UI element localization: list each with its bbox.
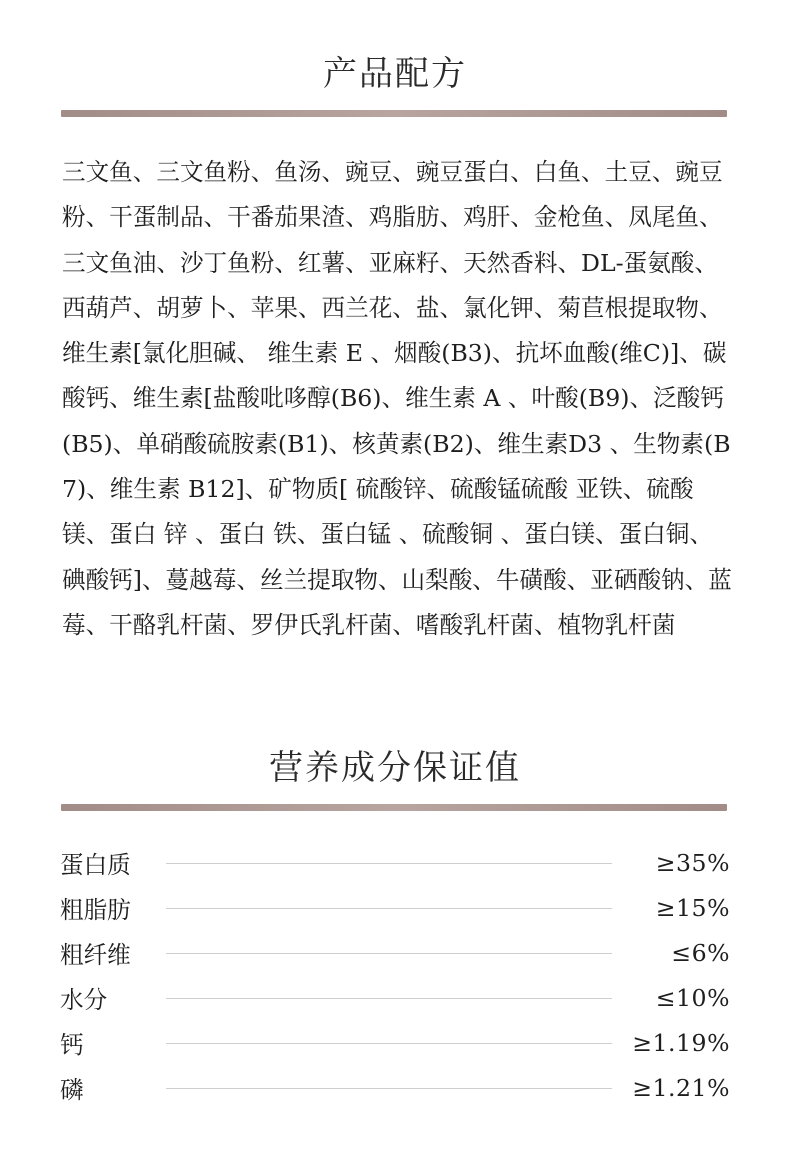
nutrition-row-calcium (60, 1020, 730, 1065)
nutrient-name: 粗纤维 (60, 940, 131, 969)
nutrition-table (60, 840, 730, 1110)
nutrient-value: ≤6% (671, 938, 730, 967)
nutrient-value: ≥15% (655, 893, 730, 922)
nutrient-name: 粗脂肪 (60, 895, 131, 924)
nutrition-row-moisture (60, 975, 730, 1020)
nutrition-title: 营养成分保证值 (269, 748, 521, 788)
nutrition-row-protein (60, 840, 730, 885)
leader-line (166, 908, 612, 909)
nutrient-value: ≥35% (655, 848, 730, 877)
leader-line (166, 1043, 612, 1044)
nutrient-name: 钙 (60, 1030, 84, 1059)
nutrition-row-fat (60, 885, 730, 930)
ingredients-text: 三文鱼、三文鱼粉、鱼汤、豌豆、豌豆蛋白、白鱼、土豆、豌豆粉、干蛋制品、干番茄果渣、鸡脂肪、鸡肝、金枪鱼、凤尾鱼、三文鱼油、沙丁鱼粉、红薯、亚麻籽、天然香料、DL-蛋氨酸、西葫芦、胡萝卜、苹果、西兰花、盐、氯化钾、菊苣根提取物、维生素[氯化胆碱、 维生素 E 、烟酸(B3)、抗坏血酸(维C)]、碳酸钙、维生素[盐酸吡哆醇(B6)、维生素 A 、叶酸(B9)、泛酸钙(B5)、单硝酸硫胺素(B1)、核黄素(B2)、维生素D3 、生物素(B7)、维生素 B12]、矿物质[ 硫酸锌、硫酸锰硫酸 亚铁、硫酸镁、蛋白 锌 、蛋白 铁、蛋白锰 、硫酸铜 、蛋白镁、蛋白铜、碘酸钙]、蔓越莓、丝兰提取物、山梨酸、牛磺酸、亚硒酸钠、蓝莓、干酪乳杆菌、罗伊氏乳杆菌、嗜酸乳杆菌、植物乳杆菌 (62, 158, 732, 639)
formula-title: 产品配方 (323, 54, 467, 94)
leader-line (166, 863, 612, 864)
nutrient-name: 磷 (60, 1075, 84, 1104)
leader-line (166, 998, 612, 999)
leader-line (166, 1088, 612, 1089)
formula-title-underline (61, 110, 727, 117)
nutrient-value: ≤10% (655, 983, 730, 1012)
nutrition-title-underline (61, 804, 727, 811)
leader-line (166, 953, 612, 954)
nutrition-row-fiber (60, 930, 730, 975)
nutrient-name: 蛋白质 (60, 850, 131, 879)
nutrient-value: ≥1.21% (632, 1073, 730, 1102)
nutrient-name: 水分 (60, 985, 108, 1014)
nutrition-row-phosphorus (60, 1065, 730, 1110)
nutrient-value: ≥1.19% (632, 1028, 730, 1057)
